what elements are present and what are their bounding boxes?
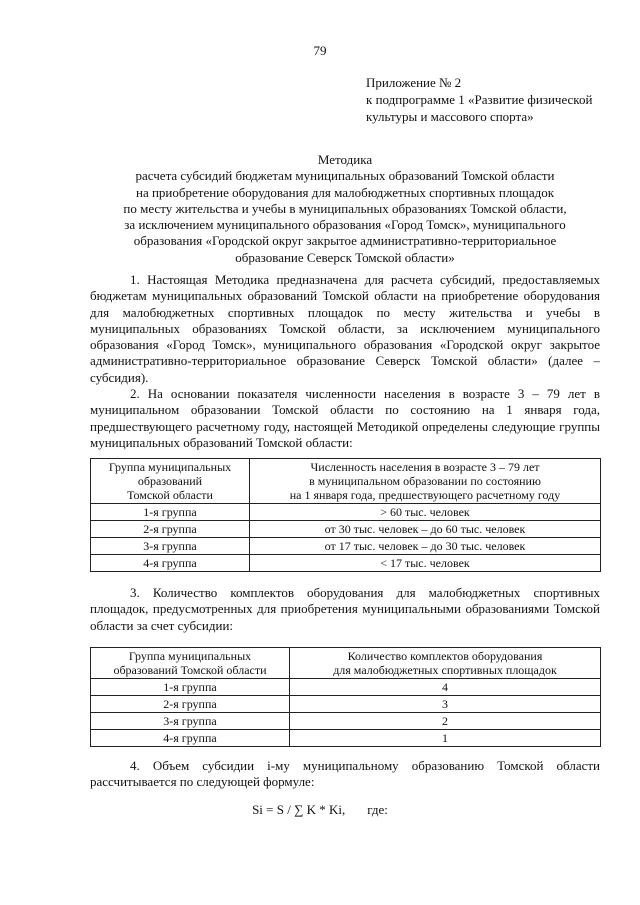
appendix-line: к подпрограмме 1 «Развитие физической [366, 92, 593, 107]
table-row [91, 504, 601, 521]
header-line: Группа муниципальных [128, 649, 252, 663]
title-line: образования «Городской округ закрытое административно-территориальное [133, 233, 557, 249]
table-cell-group: 4-я группа [91, 730, 290, 747]
subsidy-formula [0, 802, 640, 818]
header-line: для малобюджетных спортивных площадок [333, 663, 557, 677]
title-heading: Методика [317, 152, 373, 167]
title-line: расчета субсидий бюджетам муниципальных образований Томской области [135, 168, 555, 184]
table-cell-group: 2-я группа [91, 521, 250, 538]
equipment-sets-table [90, 647, 601, 747]
formula-suffix: где: [367, 802, 388, 817]
table-cell-group: 4-я группа [91, 555, 250, 572]
table-header-cell [250, 459, 601, 504]
table-row [91, 696, 601, 713]
table-header-cell [91, 459, 250, 504]
paragraph-2: 2. На основании показателя численности населения в возрасте 3 – 79 лет в муниципальном образовании Томской области по состоянию на 1 января года, предшествующего расчетному году, настоящей Методикой определены следующие группы муниципальных образований Томской области: [90, 386, 600, 450]
table-cell-population: < 17 тыс. человек [250, 555, 601, 572]
paragraph-1: 1. Настоящая Методика предназначена для расчета субсидий, предоставляемых бюджетам муниципальных образований Томской области на приобретение оборудования для малобюджетных спортивных площадок по месту жительства и учебы в муниципальных образованиях Томской области, за исключением муниципального образования «Город Томск», муниципального образования «Городской округ закрытое административно-территориальное образование Северск Томской области» (далее – субсидия). [90, 272, 600, 385]
header-line: образований [137, 474, 203, 488]
title-line: образование Северск Томской области» [235, 249, 455, 265]
formula-expression: Si = S / ∑ K * Ki, [252, 802, 346, 817]
header-line: образований Томской области [113, 663, 267, 677]
paragraph-3: 3. Количество комплектов оборудования для малобюджетных спортивных площадок, предусмотренных для приобретения муниципальными образованиями Томской области за счет субсидии: [90, 585, 600, 633]
table-row [91, 521, 601, 538]
table-cell-group: 3-я группа [91, 713, 290, 730]
title-line: по месту жительства и учебы в муниципальных образованиях Томской области, [123, 200, 567, 216]
header-line: Количество комплектов оборудования [347, 649, 543, 663]
table-header-row [91, 648, 601, 679]
table-cell-count: 2 [290, 713, 601, 730]
appendix-line: культуры и массового спорта» [366, 109, 534, 124]
title-line: на приобретение оборудования для малобюджетных спортивных площадок [135, 184, 555, 200]
header-line: Численность населения в возрасте 3 – 79 лет [310, 460, 540, 474]
table-header-cell [290, 648, 601, 679]
title-line: за исключением муниципального образования «Город Томск», муниципального [124, 217, 566, 233]
paragraphs-1-2 [90, 272, 600, 451]
table-row [91, 730, 601, 747]
header-line: Томской области [127, 488, 213, 502]
header-line: Группа муниципальных [108, 460, 232, 474]
table-row [91, 538, 601, 555]
appendix-note [366, 74, 616, 125]
paragraph-4-block [90, 758, 600, 791]
table-cell-count: 1 [290, 730, 601, 747]
table-cell-population: > 60 тыс. человек [250, 504, 601, 521]
table-row [91, 555, 601, 572]
header-line: в муниципальном образовании по состоянию [309, 474, 541, 488]
table-header-row [91, 459, 601, 504]
table-cell-group: 3-я группа [91, 538, 250, 555]
table-cell-population: от 17 тыс. человек – до 30 тыс. человек [250, 538, 601, 555]
table-cell-group: 1-я группа [91, 504, 250, 521]
population-groups-table [90, 458, 601, 572]
appendix-line: Приложение № 2 [366, 75, 462, 90]
table-cell-count: 3 [290, 696, 601, 713]
table-cell-count: 4 [290, 679, 601, 696]
paragraph-4: 4. Объем субсидии i-му муниципальному образованию Томской области рассчитывается по следующей формуле: [90, 758, 600, 790]
table-row [91, 679, 601, 696]
paragraph-3-block [90, 585, 600, 634]
table-cell-group: 1-я группа [91, 679, 290, 696]
document-title [90, 152, 600, 266]
header-line: на 1 января года, предшествующего расчетному году [289, 488, 561, 502]
table-header-cell [91, 648, 290, 679]
table-cell-group: 2-я группа [91, 696, 290, 713]
table-cell-population: от 30 тыс. человек – до 60 тыс. человек [250, 521, 601, 538]
table-row [91, 713, 601, 730]
page-number: 79 [313, 43, 327, 58]
